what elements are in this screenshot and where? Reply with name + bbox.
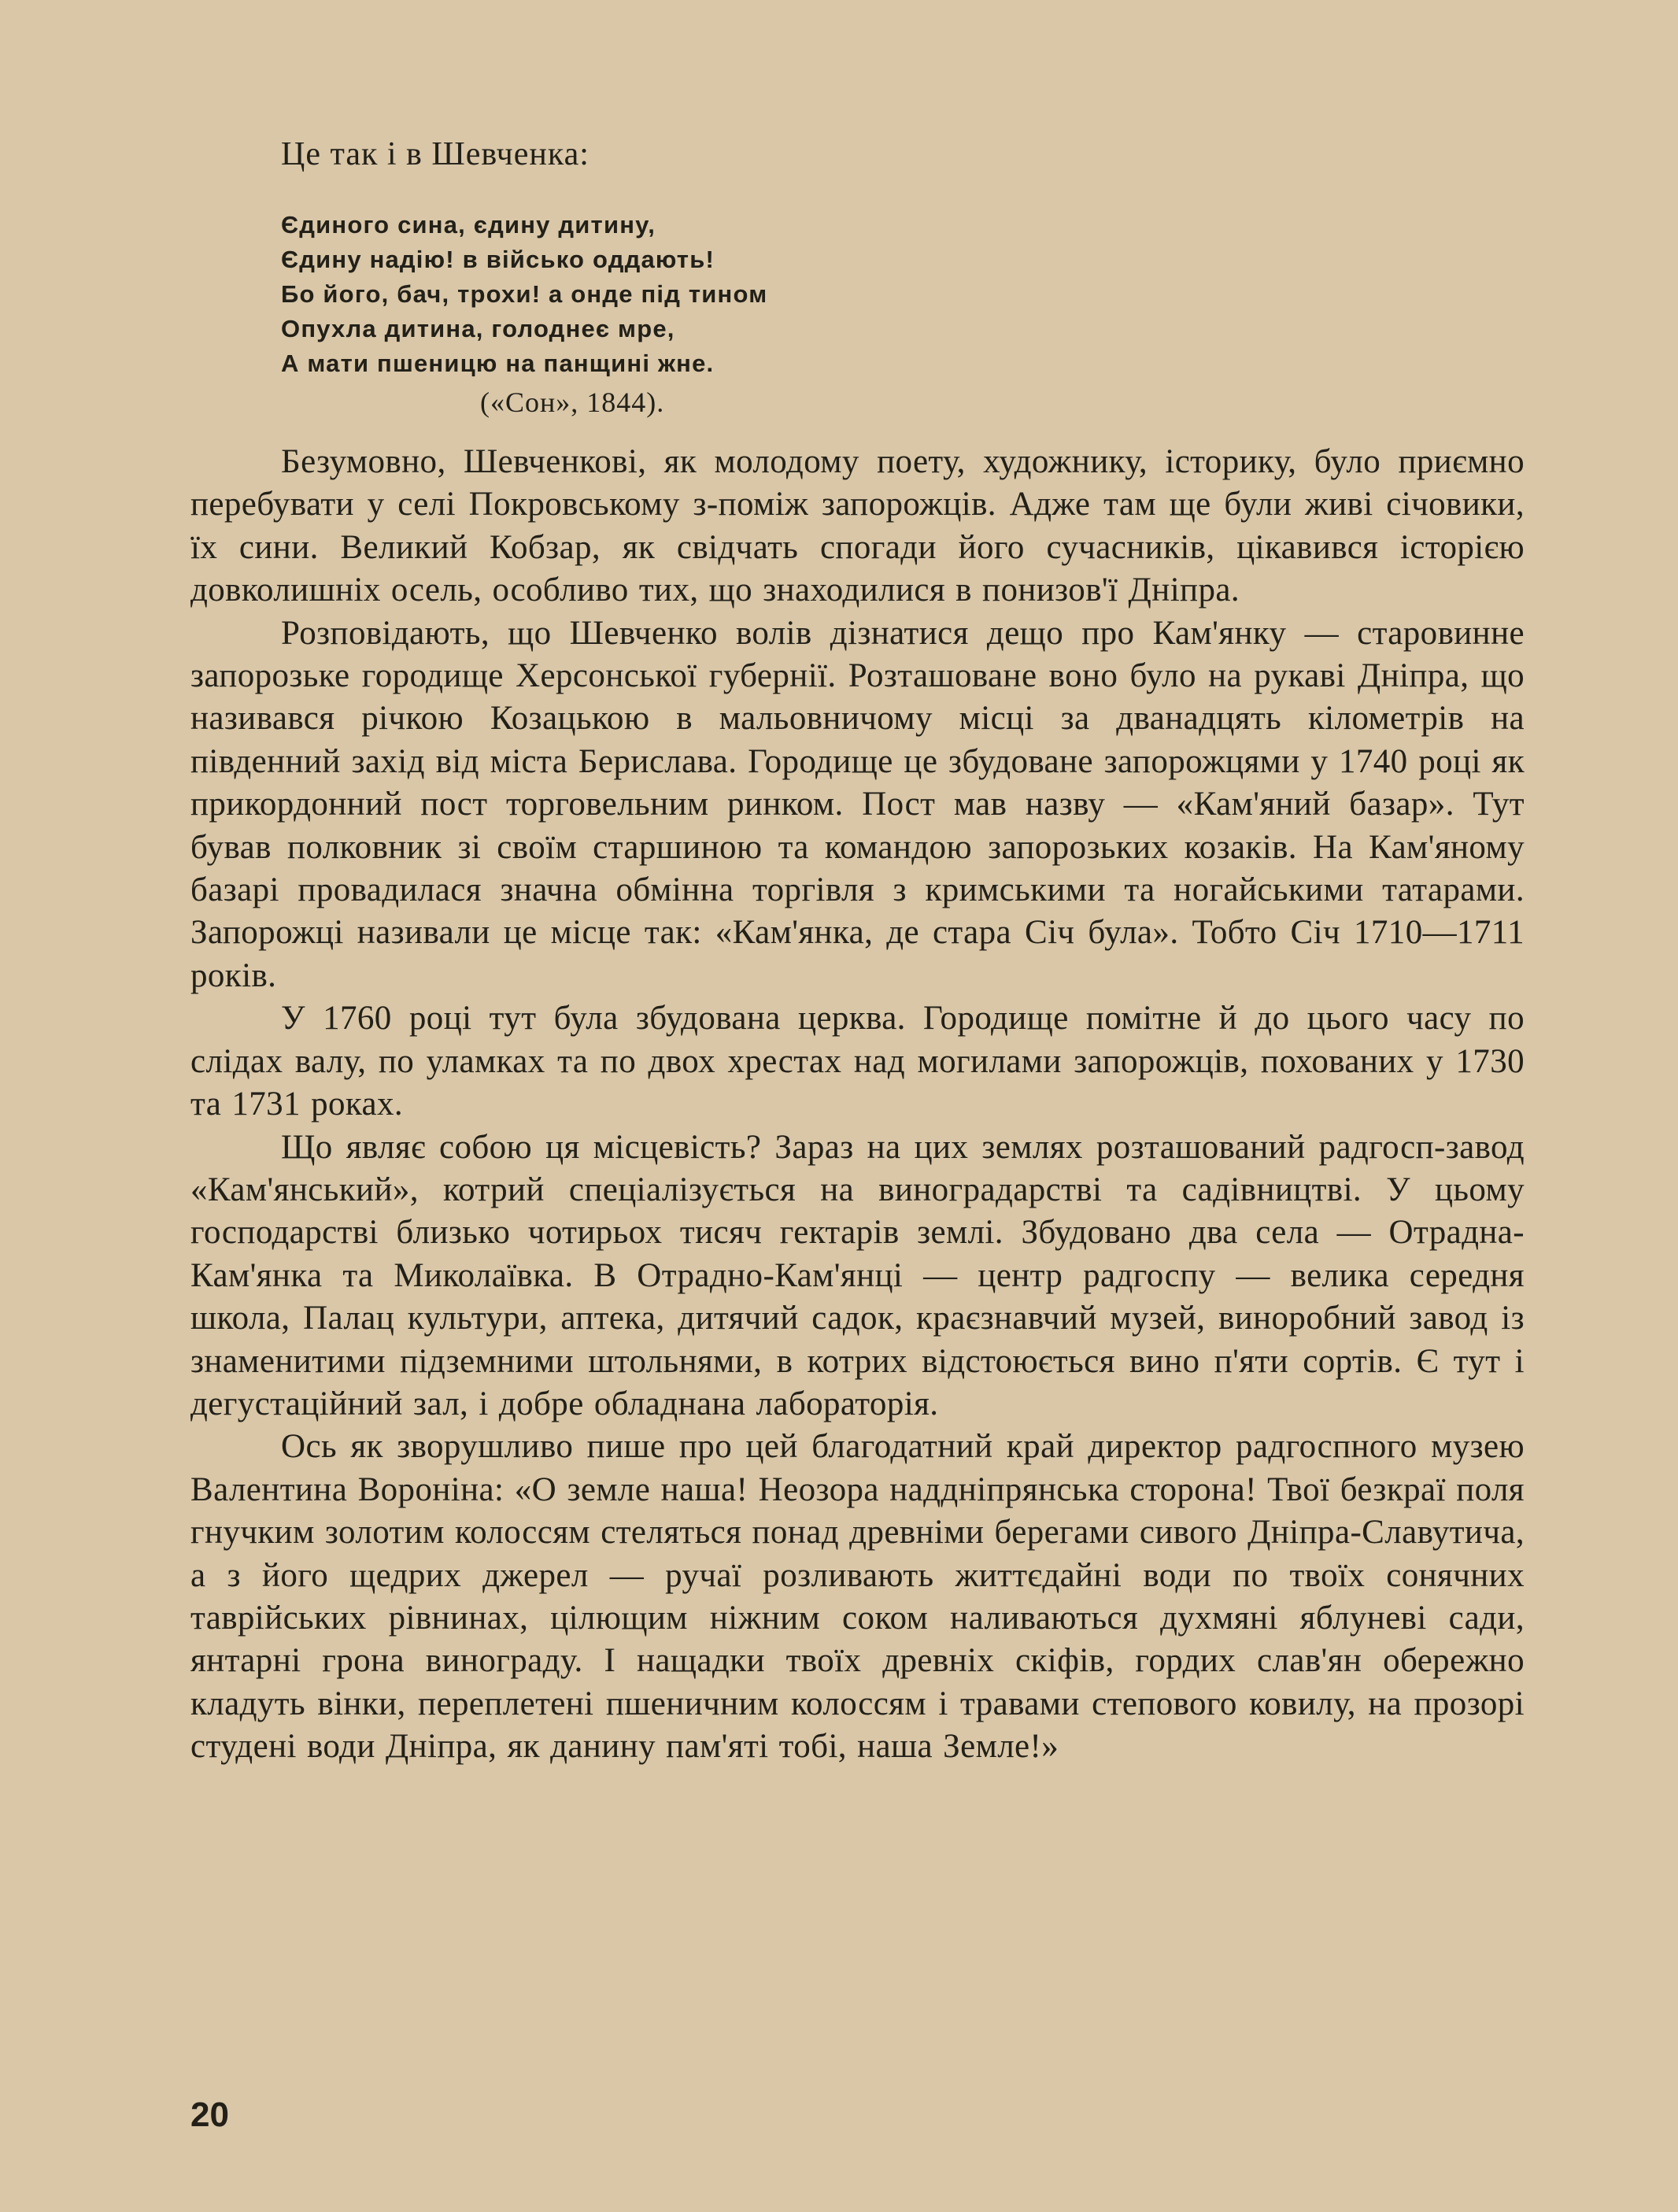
paragraph: Безумовно, Шевченкові, як молодому поету, художнику, історику, було приємно перебувати у селі Покровському з-поміж запорожців. Адже там ще були живі січовики, їх сини. Великий Кобзар, як свідчать спогади його сучасників, цікавився історією довколишніх осель, особливо тих, що знаходилися в понизов'ї Дніпра. bbox=[190, 443, 1525, 609]
poem-line: А мати пшеницю на панщині жне. bbox=[281, 350, 715, 377]
paragraph: Розповідають, що Шевченко волів дізнатися дещо про Кам'янку — старовинне запорозьке городище Херсонської губернії. Розташоване воно було на рукаві Дніпра, що називався річкою Козацькою в мальовничому місці за дванадцять кілометрів на південний захід від міста Берислава. Городище це збудоване запорожцями у 1740 році як прикордонний пост торговельним ринком. Пост мав назву — «Кам'яний базар». Тут бував полковник зі своїм старшиною та командою запорозьких козаків. На Кам'яному базарі провадилася значна обмінна торгівля з кримськими та ногайськими татарами. Запорожці називали це місце так: «Кам'янка, де стара Січ була». Тобто Січ 1710—1711 років. bbox=[190, 614, 1525, 994]
poem-line: Єдиного сина, єдину дитину, bbox=[281, 211, 656, 239]
poem-quote bbox=[281, 208, 767, 381]
book-page bbox=[190, 135, 1525, 2143]
poem-line: Опухла дитина, голоднеє мре, bbox=[281, 315, 675, 342]
page-number: 20 bbox=[190, 2095, 229, 2134]
paragraph: Ось як зворушливо пише про цей благодатний край директор радгоспного музею Валентина Вороніна: «О земле наша! Неозора наддніпрянська сторона! Твої безкраї поля гнучким золотим колоссям стеляться понад древніми берегами сивого Дніпра-Славутича, а з його щедрих джерел — ручаї розливають життєдайні води по твоїх сонячних таврійських рівнинах, цілющим ніжним соком наливаються духмяні яблуневі сади, янтарні грона винограду. І нащадки твоїх древніх скіфів, гордих слав'ян обережно кладуть вінки, переплетені пшеничним колоссям і травами степового ковилу, на прозорі студені води Дніпра, як данину пам'яті тобі, наша Земле!» bbox=[190, 1428, 1525, 1766]
paragraph: Що являє собою ця місцевість? Зараз на цих землях розташований радгосп-завод «Кам'янський», котрий спеціалізується на виноградарстві та садівництві. У цьому господарстві близько чотирьох тисяч гектарів землі. Збудовано два села — Отрадна-Кам'янка та Миколаївка. В Отрадно-Кам'янці — центр радгоспу — велика середня школа, Палац культури, аптека, дитячий садок, краєзнавчий музей, виноробний завод із знаменитими підземними штольнями, в котрих відстоюється вино п'яти сортів. Є тут і дегустаційний зал, і добре обладнана лабораторія. bbox=[190, 1128, 1525, 1422]
poem-source: («Сон», 1844). bbox=[480, 387, 665, 418]
intro-line: Це так і в Шевченка: bbox=[281, 136, 590, 172]
paragraph: У 1760 році тут була збудована церква. Городище помітне й до цього часу по слідах валу, по уламках та по двох хрестах над могилами запорожців, похованих у 1730 та 1731 роках. bbox=[190, 1000, 1525, 1123]
body-text bbox=[190, 441, 1525, 1769]
poem-line: Єдину надію! в військо оддають! bbox=[281, 246, 715, 273]
poem-line: Бо його, бач, трохи! а онде під тином bbox=[281, 280, 768, 308]
